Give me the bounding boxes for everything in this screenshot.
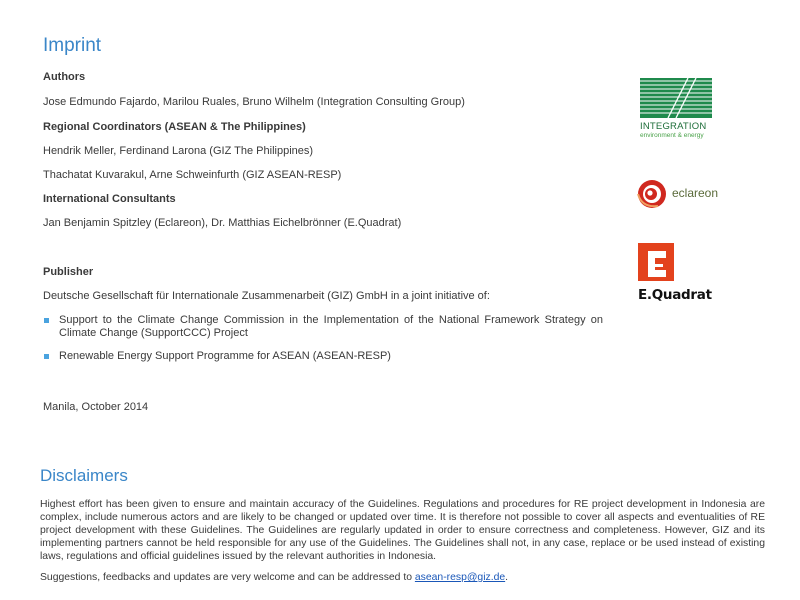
- list-item: [43, 314, 603, 340]
- integration-stripes-icon: [640, 78, 712, 118]
- eclareon-logo: [636, 178, 722, 210]
- publisher-text: Deutsche Gesellschaft für Internationale Zusammenarbeit (GIZ) GmbH in a joint initiative of:: [43, 290, 490, 302]
- publisher-label: Publisher: [43, 266, 94, 278]
- initiative-list: [43, 314, 603, 373]
- integration-name: INTEGRATION: [640, 121, 707, 132]
- international-consultants-label: International Consultants: [43, 193, 176, 205]
- square-bullet-icon: [44, 354, 49, 359]
- list-item: [43, 350, 603, 363]
- regional-coordinators-line-1: Hendrik Meller, Ferdinand Larona (GIZ The Philippines): [43, 145, 314, 157]
- suggestions-text: Suggestions, feedbacks and updates are very welcome and can be addressed to: [40, 572, 415, 583]
- equadrat-logo: [638, 243, 714, 301]
- disclaimer-text: Highest effort has been given to ensure and maintain accuracy of the Guidelines. Regulations and procedures for RE project development in Indonesia are complex, include numerous actors and are likely to be changed or updated over time. It is therefore not possible to cover all aspects and eventualities of RE project development with these Guidelines. The Guidelines are regularly updated in order to ensure correctness and completeness. However, GIZ and its implementing partners cannot be held responsible for any use of the Guidelines. The Guidelines shall not, in any case, replace or be used instead of existing laws, regulations and official guidelines issued by the relevant authorities in Indonesia.: [40, 499, 765, 562]
- imprint-heading: Imprint: [43, 35, 102, 56]
- authors-text: Jose Edmundo Fajardo, Marilou Ruales, Bruno Wilhelm (Integration Consulting Group): [43, 96, 465, 108]
- equadrat-name: E.Quadrat: [638, 287, 712, 303]
- integration-tagline: environment & energy: [640, 132, 704, 139]
- disclaimers-heading: Disclaimers: [40, 466, 128, 485]
- eclareon-name: eclareon: [672, 186, 719, 200]
- suggestions-suffix: .: [505, 572, 509, 583]
- regional-coordinators-label: Regional Coordinators (ASEAN & The Philippines): [43, 121, 306, 133]
- list-item-text: Renewable Energy Support Programme for ASEAN (ASEAN-RESP): [59, 350, 391, 362]
- place-date: Manila, October 2014: [43, 401, 149, 413]
- integration-logo: [640, 78, 712, 140]
- email-link[interactable]: asean-resp@giz.de: [414, 572, 506, 583]
- authors-label: Authors: [43, 71, 86, 83]
- regional-coordinators-line-2: Thachatat Kuvarakul, Arne Schweinfurth (GIZ ASEAN-RESP): [43, 169, 342, 181]
- list-item-text: Support to the Climate Change Commission in the Implementation of the National Framework Strategy on Climate Change (SupportCCC) Project: [59, 314, 603, 339]
- suggestions-line: [40, 572, 508, 583]
- eclareon-swirl-icon: [636, 178, 668, 210]
- equadrat-mark-icon: [638, 243, 674, 283]
- square-bullet-icon: [44, 318, 49, 323]
- international-consultants-text: Jan Benjamin Spitzley (Eclareon), Dr. Matthias Eichelbrönner (E.Quadrat): [43, 217, 402, 229]
